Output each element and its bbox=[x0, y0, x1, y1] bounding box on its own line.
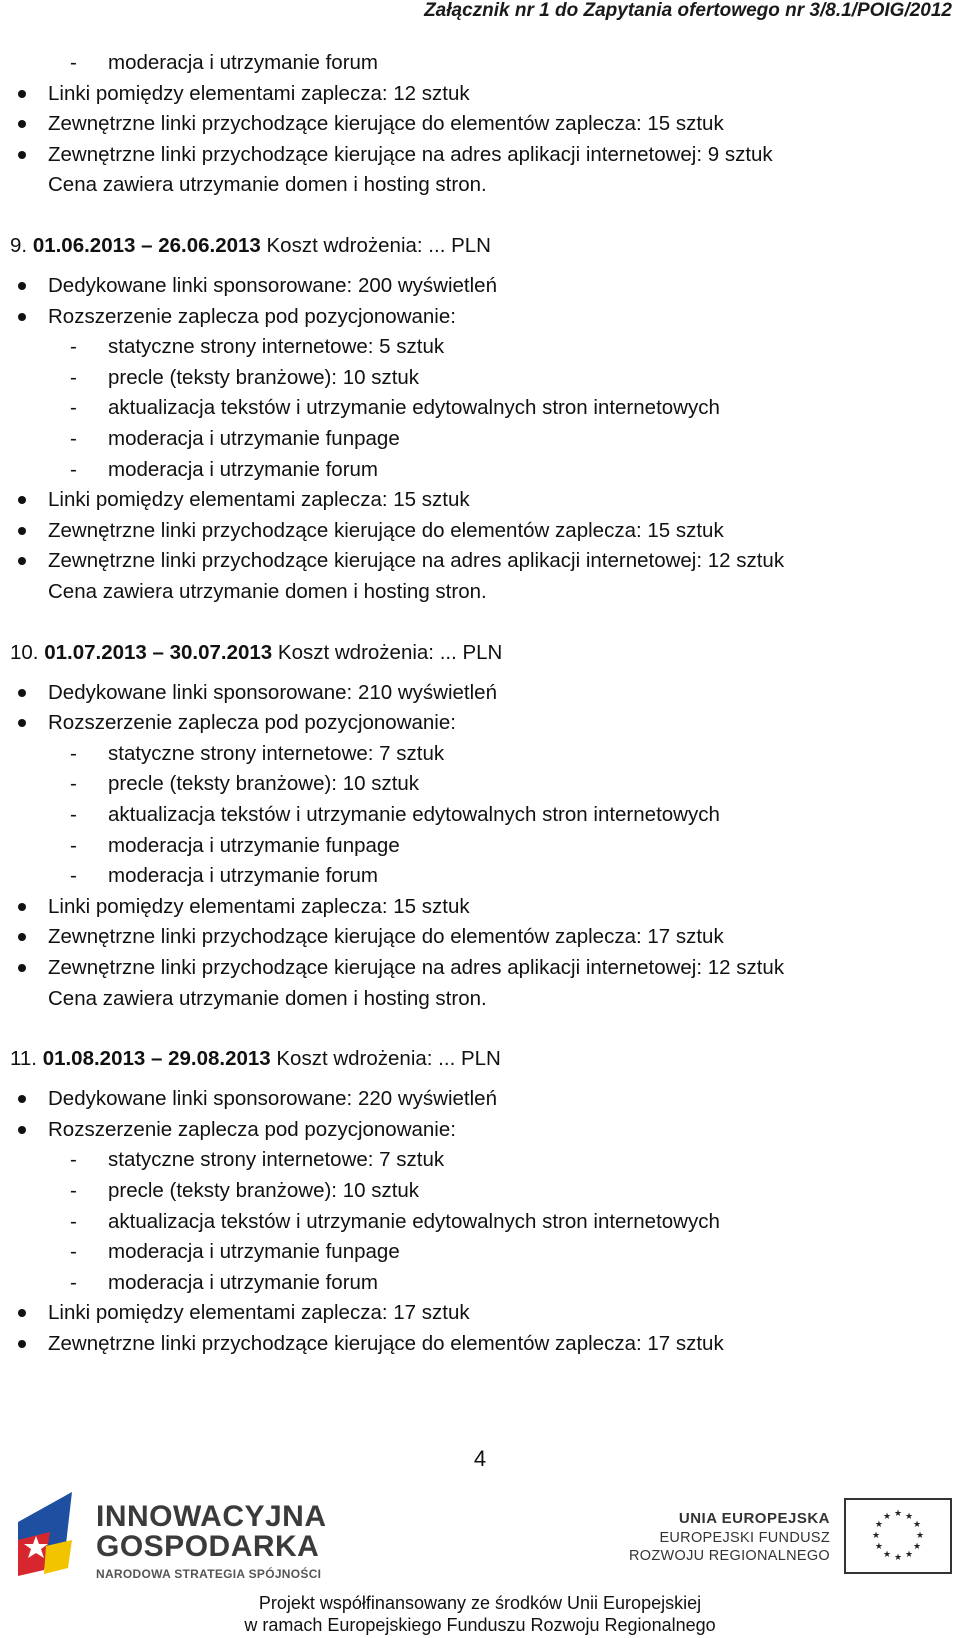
footer-line2: w ramach Europejskiego Funduszu Rozwoju Regionalnego bbox=[244, 1615, 716, 1635]
note-text: Cena zawiera utrzymanie domen i hosting stron. bbox=[48, 986, 487, 1010]
bullet-icon bbox=[18, 120, 26, 128]
dash-text: statyczne strony internetowe: 5 sztuk bbox=[108, 335, 445, 359]
bullet-icon bbox=[18, 1340, 26, 1348]
note-text: Cena zawiera utrzymanie domen i hosting stron. bbox=[48, 173, 487, 197]
bullet-icon bbox=[18, 1309, 26, 1317]
bullet-text: Linki pomiędzy elementami zaplecza: 15 sztuk bbox=[48, 894, 470, 918]
dash-text: precle (teksty branżowe): 10 sztuk bbox=[108, 365, 420, 389]
eu-logo-line1: UNIA EUROPEJSKA bbox=[678, 1510, 830, 1527]
footer-text bbox=[0, 1592, 960, 1636]
dash-marker: - bbox=[70, 457, 77, 481]
dash-text: moderacja i utrzymanie forum bbox=[108, 864, 379, 888]
eu-star-icon: ★ bbox=[904, 1510, 914, 1521]
bullet-icon bbox=[18, 1126, 26, 1134]
bullet-text: Linki pomiędzy elementami zaplecza: 15 sztuk bbox=[48, 488, 470, 512]
dash-marker: - bbox=[70, 427, 77, 450]
document-header: Załącznik nr 1 do Zapytania ofertowego nr 3/8.1/POIG/2012 bbox=[424, 0, 952, 21]
ig-logo-line1: INNOWACYJNA bbox=[96, 1500, 327, 1533]
bullet-text: Dedykowane linki sponsorowane: 210 wyświetleń bbox=[48, 680, 497, 704]
bullet-text: Zewnętrzne linki przychodzące kierujące na adres aplikacji internetowej: 12 sztuk bbox=[48, 549, 785, 573]
eu-star-icon: ★ bbox=[913, 1541, 922, 1551]
footer-logos bbox=[0, 1478, 960, 1588]
eu-star-icon: ★ bbox=[874, 1519, 883, 1529]
bullet-icon bbox=[18, 964, 26, 972]
dash-marker: - bbox=[70, 833, 77, 857]
dash-text: moderacja i utrzymanie funpage bbox=[108, 427, 400, 450]
bullet-icon bbox=[18, 1095, 26, 1103]
dash-text: aktualizacja tekstów i utrzymanie edytowalnych stron internetowych bbox=[108, 396, 720, 420]
bullet-text: Zewnętrzne linki przychodzące kierujące na adres aplikacji internetowej: 12 sztuk bbox=[48, 956, 785, 979]
dash-text: moderacja i utrzymanie forum bbox=[108, 51, 379, 74]
bullet-icon bbox=[18, 151, 26, 159]
section-dates: 01.08.2013 – 29.08.2013 bbox=[42, 1047, 271, 1071]
footer-line1: Projekt współfinansowany ze środków Unii Europejskiej bbox=[258, 1593, 702, 1613]
eu-star-icon: ★ bbox=[893, 1552, 903, 1562]
dash-text: moderacja i utrzymanie forum bbox=[108, 1270, 379, 1294]
bullet-text: Linki pomiędzy elementami zaplecza: 12 sztuk bbox=[48, 81, 470, 105]
eu-logo-text bbox=[629, 1510, 830, 1565]
bullet-text: Dedykowane linki sponsorowane: 220 wyświetleń bbox=[48, 1087, 497, 1111]
dash-marker: - bbox=[70, 1209, 77, 1233]
bullet-icon bbox=[18, 719, 26, 727]
dash-marker: - bbox=[70, 51, 77, 74]
page-number: 4 bbox=[473, 1446, 487, 1471]
bullet-text: Linki pomiędzy elementami zaplecza: 17 sztuk bbox=[48, 1301, 470, 1325]
dash-marker: - bbox=[70, 365, 77, 389]
dash-text: moderacja i utrzymanie forum bbox=[108, 457, 379, 481]
eu-star-icon: ★ bbox=[874, 1541, 883, 1551]
bullet-icon bbox=[18, 527, 26, 535]
dash-marker: - bbox=[70, 396, 77, 420]
dash-marker: - bbox=[70, 1240, 77, 1264]
dash-text: aktualizacja tekstów i utrzymanie edytowalnych stron internetowych bbox=[108, 803, 720, 826]
eu-star-icon: ★ bbox=[882, 1549, 892, 1560]
eu-star-icon: ★ bbox=[871, 1530, 881, 1540]
section-dates: 01.06.2013 – 26.06.2013 bbox=[32, 234, 261, 257]
eu-logo-line3: ROZWOJU REGIONALNEGO bbox=[629, 1547, 830, 1564]
dash-text: aktualizacja tekstów i utrzymanie edytowalnych stron internetowych bbox=[108, 1209, 720, 1233]
bullet-icon bbox=[18, 313, 26, 321]
dash-marker: - bbox=[70, 772, 77, 796]
dash-marker: - bbox=[70, 335, 77, 359]
dash-text: precle (teksty branżowe): 10 sztuk bbox=[108, 1179, 420, 1202]
dash-marker: - bbox=[70, 1270, 77, 1294]
bullet-icon bbox=[18, 496, 26, 504]
section-cost: Koszt wdrożenia: ... PLN bbox=[270, 1047, 501, 1071]
bullet-icon bbox=[18, 689, 26, 697]
ig-logo-line3: NARODOWA STRATEGIA SPÓJNOŚCI bbox=[96, 1567, 322, 1581]
dash-text: statyczne strony internetowe: 7 sztuk bbox=[108, 741, 445, 765]
bullet-text: Zewnętrzne linki przychodzące kierujące do elementów zaplecza: 17 sztuk bbox=[48, 1332, 724, 1355]
dash-text: statyczne strony internetowe: 7 sztuk bbox=[108, 1148, 445, 1172]
section-number: 11. bbox=[10, 1047, 37, 1071]
bullet-icon bbox=[18, 903, 26, 911]
bullet-text: Rozszerzenie zaplecza pod pozycjonowanie: bbox=[48, 711, 456, 735]
ig-flag-icon bbox=[10, 1484, 90, 1584]
section-cost: Koszt wdrożenia: ... PLN bbox=[272, 640, 503, 664]
dash-text: moderacja i utrzymanie funpage bbox=[108, 833, 400, 857]
bullet-text: Zewnętrzne linki przychodzące kierujące do elementów zaplecza: 17 sztuk bbox=[48, 925, 724, 949]
dash-marker: - bbox=[70, 741, 77, 765]
dash-marker: - bbox=[70, 1148, 77, 1172]
bullet-text: Zewnętrzne linki przychodzące kierujące na adres aplikacji internetowej: 9 sztuk bbox=[48, 142, 773, 166]
eu-logo-line2: EUROPEJSKI FUNDUSZ bbox=[659, 1529, 830, 1546]
innowacyjna-gospodarka-logo bbox=[10, 1484, 327, 1584]
eu-flag-icon bbox=[844, 1498, 952, 1574]
dash-marker: - bbox=[70, 864, 77, 888]
bullet-text: Rozszerzenie zaplecza pod pozycjonowanie: bbox=[48, 304, 456, 328]
eu-star-icon: ★ bbox=[904, 1549, 914, 1560]
eu-star-icon: ★ bbox=[882, 1510, 892, 1521]
bullet-text: Zewnętrzne linki przychodzące kierujące do elementów zaplecza: 15 sztuk bbox=[48, 112, 724, 136]
bullet-text: Dedykowane linki sponsorowane: 200 wyświetleń bbox=[48, 274, 497, 297]
section-title bbox=[10, 1044, 501, 1074]
bullet-icon bbox=[18, 282, 26, 290]
section-title bbox=[10, 638, 502, 668]
bullet-text: Zewnętrzne linki przychodzące kierujące do elementów zaplecza: 15 sztuk bbox=[48, 518, 724, 542]
bullet-icon bbox=[18, 933, 26, 941]
dash-marker: - bbox=[70, 803, 77, 826]
note-text: Cena zawiera utrzymanie domen i hosting stron. bbox=[48, 580, 487, 603]
eu-star-icon: ★ bbox=[893, 1508, 903, 1518]
eu-star-icon: ★ bbox=[915, 1530, 925, 1540]
ig-logo-text bbox=[96, 1502, 327, 1580]
section-number: 9. bbox=[10, 234, 28, 257]
bullet-text: Rozszerzenie zaplecza pod pozycjonowanie: bbox=[48, 1117, 456, 1141]
section-cost: Koszt wdrożenia: ... PLN bbox=[260, 234, 491, 257]
dash-text: precle (teksty branżowe): 10 sztuk bbox=[108, 772, 420, 796]
eu-star-icon: ★ bbox=[913, 1519, 922, 1529]
ig-logo-line2: GOSPODARKA bbox=[96, 1530, 320, 1563]
dash-text: moderacja i utrzymanie funpage bbox=[108, 1240, 400, 1264]
section-dates: 01.07.2013 – 30.07.2013 bbox=[44, 640, 273, 664]
section-number: 10. bbox=[10, 640, 39, 664]
section-title bbox=[10, 231, 491, 261]
bullet-icon bbox=[18, 557, 26, 565]
bullet-icon bbox=[18, 90, 26, 98]
dash-marker: - bbox=[70, 1179, 77, 1202]
